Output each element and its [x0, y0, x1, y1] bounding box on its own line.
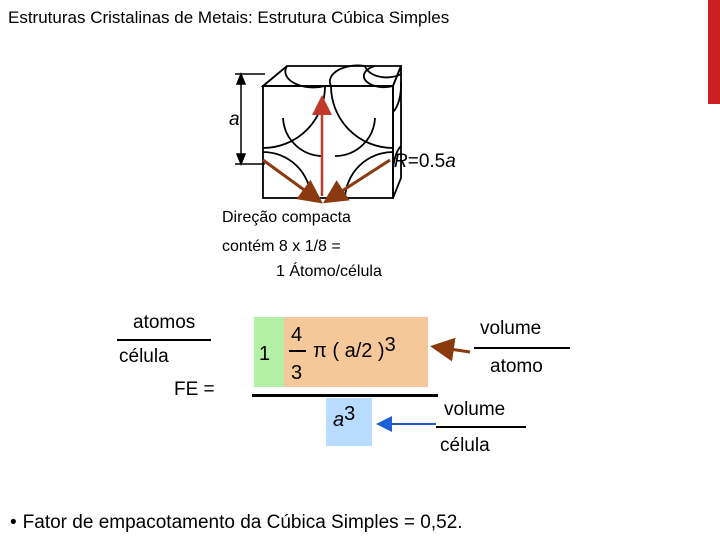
- coefficient-denominator: 3: [291, 362, 303, 384]
- direction-text-line1: Direção compacta: [222, 209, 351, 226]
- edge-length-label: a: [229, 109, 240, 130]
- atom-volume-label-line: [474, 347, 570, 349]
- cell-volume-label: volume: [444, 399, 506, 420]
- fe-label: FE =: [174, 379, 215, 400]
- cell-volume-formula: [333, 403, 356, 432]
- direction-text-line3: 1 Átomo/célula: [276, 263, 382, 280]
- cell-volume-power: 3: [344, 403, 356, 425]
- cell-volume-base: a: [333, 409, 345, 431]
- coefficient-one: 1: [259, 343, 271, 365]
- radius-value: =0.5: [407, 151, 446, 172]
- radius-symbol: R: [394, 151, 408, 172]
- direction-arrow-left: [263, 160, 318, 200]
- atom-volume-label: volume: [480, 318, 542, 339]
- fraction-left-line: [117, 339, 211, 341]
- fraction-left-denominator: célula: [119, 346, 169, 367]
- formula-power: 3: [384, 334, 396, 356]
- atom-label: atomo: [490, 356, 543, 377]
- radius-unit: a: [445, 151, 456, 172]
- page-title: Estruturas Cristalinas de Metais: Estrutura Cúbica Simples: [8, 8, 450, 27]
- cell-label: célula: [440, 435, 490, 456]
- conclusion-bullet: [10, 512, 463, 534]
- cell-volume-label-line: [436, 426, 526, 428]
- atom-volume-formula: [313, 334, 396, 363]
- bullet-icon: •: [10, 512, 17, 533]
- direction-text-line2: contém 8 x 1/8 =: [222, 238, 341, 255]
- coefficient-numerator: 4: [291, 324, 303, 346]
- coefficient-fraction-line: [289, 350, 306, 352]
- volume-atom-arrow: [436, 347, 470, 352]
- fraction-left-numerator: atomos: [133, 312, 196, 333]
- conclusion-text: Fator de empacotamento da Cúbica Simples = 0,52.: [22, 512, 463, 533]
- direction-arrow-right: [328, 160, 390, 200]
- formula-body: π ( a/2 ): [313, 340, 385, 362]
- main-fraction-line: [252, 394, 438, 397]
